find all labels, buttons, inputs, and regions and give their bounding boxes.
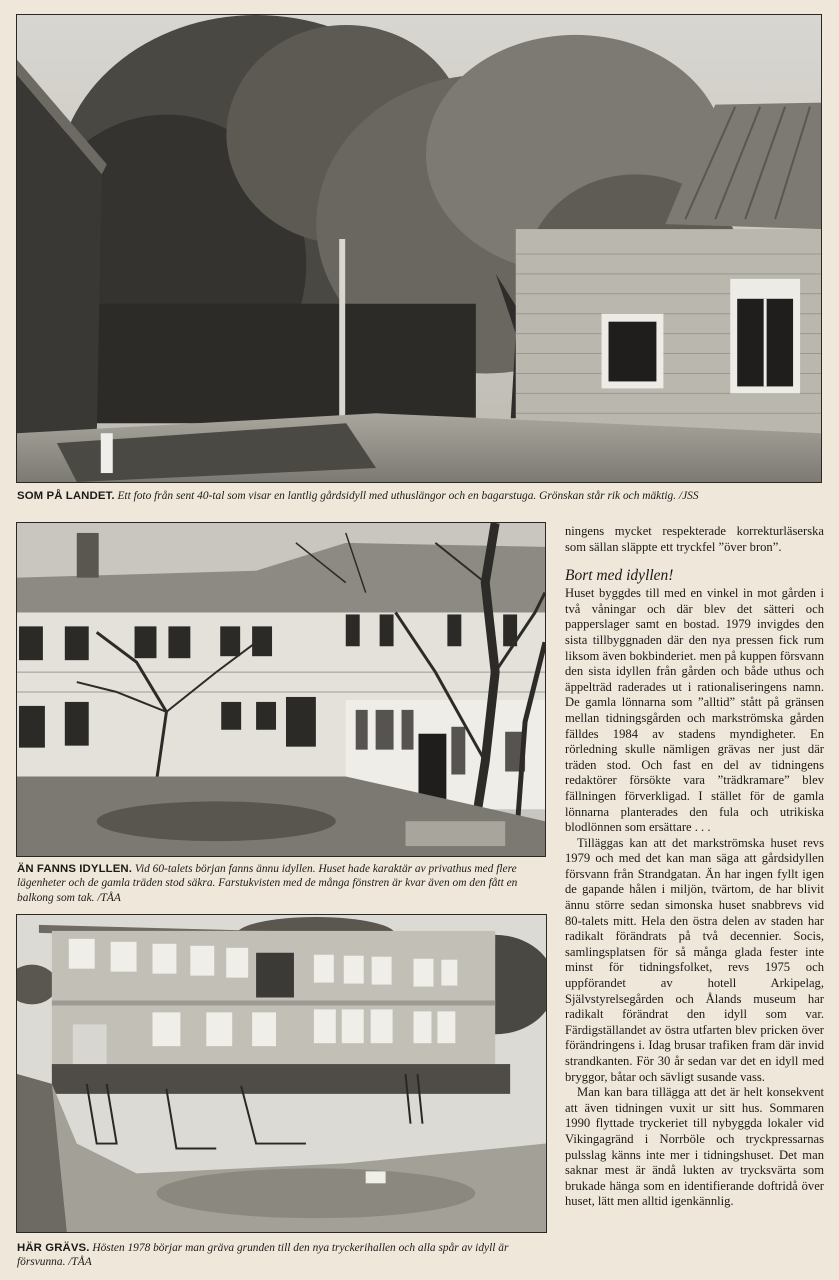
caption-lead: SOM PÅ LANDET. <box>17 490 115 502</box>
caption-text: Vid 60-talets början fanns ännu idyllen. Huset hade karaktär av privathus med flere lägenheter och de gamla träden stod säkra. Farstukvisten med de många fönstren är kvar även om den fått en balkong som tak. /TÅA <box>17 863 518 904</box>
photo-house-1960s <box>16 522 546 857</box>
caption-bottom-photo <box>17 1241 554 1270</box>
article-paragraph: Tilläggas kan att det markströmska huset revs 1979 och med det kan man säga att gårdsidyllen försvann från Strandgatan. Än har ingen fyllt igen de gapande hålen i miljön, tvärtom, de har blivit ännu större sedan simonska huset snabbrevs vid 80-talets mitt. Hela den östra delen av staden har radikalt förändrats på två decennier. Socis, samlingsplatsen för så många glada fester inte minst för tidningsfolket, revs 1975 och uppförandet av hotell Arkipelag, Självstyrelsegården och Ålands museum har radikalt förändrat den idyll som var. Färdigställandet av östra utfarten blev pricken över förändringens i. Idag brusar trafiken fram där invid strandkanten. För 30 år sedan var det en idyll med bryggor, båtar och sävligt susande vass. <box>565 835 824 1084</box>
article-column <box>565 524 824 1210</box>
caption-middle-photo <box>17 862 550 905</box>
caption-text: Ett foto från sent 40-tal som visar en lantlig gårdsidyll med uthuslängor och en bagarstuga. Grönskan står rik och mäktig. /JSS <box>114 490 699 502</box>
photo-excavation-1978 <box>16 914 547 1233</box>
caption-top-photo <box>17 489 827 503</box>
caption-lead: HÄR GRÄVS. <box>17 1242 90 1254</box>
caption-lead: ÄN FANNS IDYLLEN. <box>17 863 132 875</box>
caption-text: Hösten 1978 börjar man gräva grunden till den nya tryckerihallen och alla spår av idyll är försvunna. /TÅA <box>17 1242 509 1269</box>
article-paragraph: Huset byggdes till med en vinkel in mot gården i två våningar och där blev det sätteri och papperslager samt en bostad. 1979 invigdes den sista tillbyggnaden där den nya pressen fick rum liksom även bokbinderiet. men på kuppen försvann den sista idyllen från gården och både uthus och äppelträd raderades ut i rationaliseringens namn. De gamla lönnarna som ”alltid” stått på gränsen mellan tidningsgården och markströmska gården fälldes 1984 av stadens myndigheter. En rörledning skulle nämligen grävas ner just där träden stod. Och fast en del av tidningens redaktörer försökte vara ”trädkramare” blev fällningen förverkligad. I stället för de gamla lönnarna planterades den fula och utrikiska blodlönnen som ersättare . . . <box>565 586 824 835</box>
article-intro-fragment: ningens mycket respekterade korrekturläserska som sällan släppte ett tryckfel ”över bron”. <box>565 524 824 554</box>
article-subheading: Bort med idyllen! <box>565 567 674 585</box>
article-paragraph: Man kan bara tillägga att det är helt konsekvent att även tidningen vuxit ur sitt hus. Sommaren 1990 flyttade tryckeriet till nybyggda lokaler vid Vikingagränd i Norrböle och tryckpressarnas pulsslag känns inte mer i tidningshuset. Det man saknar mest är ändå lukten av trycksvärta som brukade hänga som en identifierande doftridå över huset, lätt men alltid igenkännlig. <box>565 1085 824 1209</box>
photo-courtyard-1940s <box>16 14 822 483</box>
